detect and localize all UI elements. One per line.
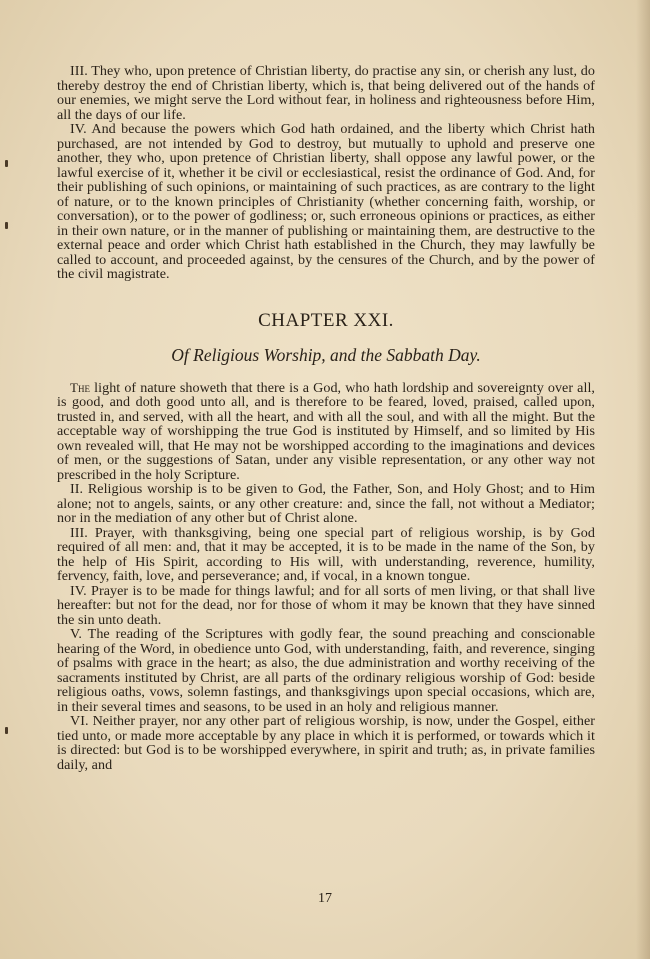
page-number: 17 xyxy=(318,891,332,906)
margin-mark xyxy=(5,727,8,734)
paragraph-v-reading-scriptures: V. The reading of the Scriptures with godly fear, the sound preaching and conscionable hearing of the Word, in obedience unto God, with understanding, faith, and reverence, singing of psalms with grace in the heart; as also, the due administration and worthy receiving of the sacraments instituted by Christ, are all parts of the ordinary religious worship of God: beside religious oaths, vows, solemn fastings, and thanksgivings upon special occasions, which are, in their several times and seasons, to be used in an holy and religious manner. xyxy=(57,626,595,715)
paragraph-iv-prayer-lawful: IV. Prayer is to be made for things lawful; and for all sorts of men living, or that shall live hereafter: but not for the dead, nor for those of whom it may be known that they have sinned the sin unto death. xyxy=(57,582,595,628)
paragraph-iii-christian-liberty: III. They who, upon pretence of Christian liberty, do practise any sin, or cherish any lust, do thereby destroy the end of Christian liberty, which is, that being delivered out of the hands of our enemies, we might serve the Lord without fear, in holiness and righteousness before Him, all the days of our life. xyxy=(57,63,595,123)
margin-mark xyxy=(5,222,8,229)
lead-word: The xyxy=(70,379,91,395)
paragraph-ii-religious-worship: II. Religious worship is to be given to God, the Father, Son, and Holy Ghost; and to Him alone; not to angels, saints, or any other creature: and, since the fall, not without a Mediator; nor in the mediation of any other but of Christ alone. xyxy=(57,481,595,526)
paragraph-iv-powers-ordained: IV. And because the powers which God hath ordained, and the liberty which Christ hath purchased, are not intended by God to destroy, but mutually to uphold and preserve one another, they who, upon pretence of Christian liberty, shall oppose any lawful power, or the lawful exercise of it, whether it be civil or ecclesiastical, resist the ordinance of God. And, for their publishing of such opinions, or maintaining of such practices, as are contrary to the light of nature, or to the known principles of Christianity (whether concerning faith, worship, or conversation), or to the power of godliness; or, such erroneous opinions or practices, as either in their own nature, or in the manner of publishing or maintaining them, are destructive to the external peace and order which Christ hath established in the Church, they may lawfully be called to account, and proceeded against, by the censures of the Church, and by the power of the civil magistrate. xyxy=(57,121,595,282)
paragraph-i-light-of-nature xyxy=(57,381,595,483)
page-body xyxy=(57,64,595,772)
paragraph-text: light of nature showeth that there is a God, who hath lordship and sovereignty over all, is good, and doth good unto all, and is therefore to be feared, loved, praised, called upon, trusted in, and served, with all the heart, and with all the soul, and with all the might. But the acceptable way of worshipping the true God is instituted by Himself, and so limited by His own revealed will, that He may not be worshipped according to the imaginations and devices of men, or the suggestions of Satan, under any visible representation, or any other way not prescribed in the holy Scripture. xyxy=(57,379,595,483)
chapter-heading: CHAPTER XXI. xyxy=(258,309,394,331)
chapter-subtitle: Of Religious Worship, and the Sabbath Day. xyxy=(171,344,481,365)
margin-mark xyxy=(5,160,8,167)
paragraph-iii-prayer: III. Prayer, with thanksgiving, being one special part of religious worship, is by God required of all men: and, that it may be accepted, it is to be made in the name of the Son, by the help of His Spirit, according to His will, with understanding, reverence, humility, fervency, faith, love, and perseverance; and, if vocal, in a known tongue. xyxy=(57,524,595,584)
paragraph-vi-neither-prayer: VI. Neither prayer, nor any other part of religious worship, is now, under the Gospel, either tied unto, or made more acceptable by any place in which it is performed, or towards which it is directed: but God is to be worshipped everywhere, in spirit and truth; as, in private families daily, and xyxy=(57,713,595,773)
